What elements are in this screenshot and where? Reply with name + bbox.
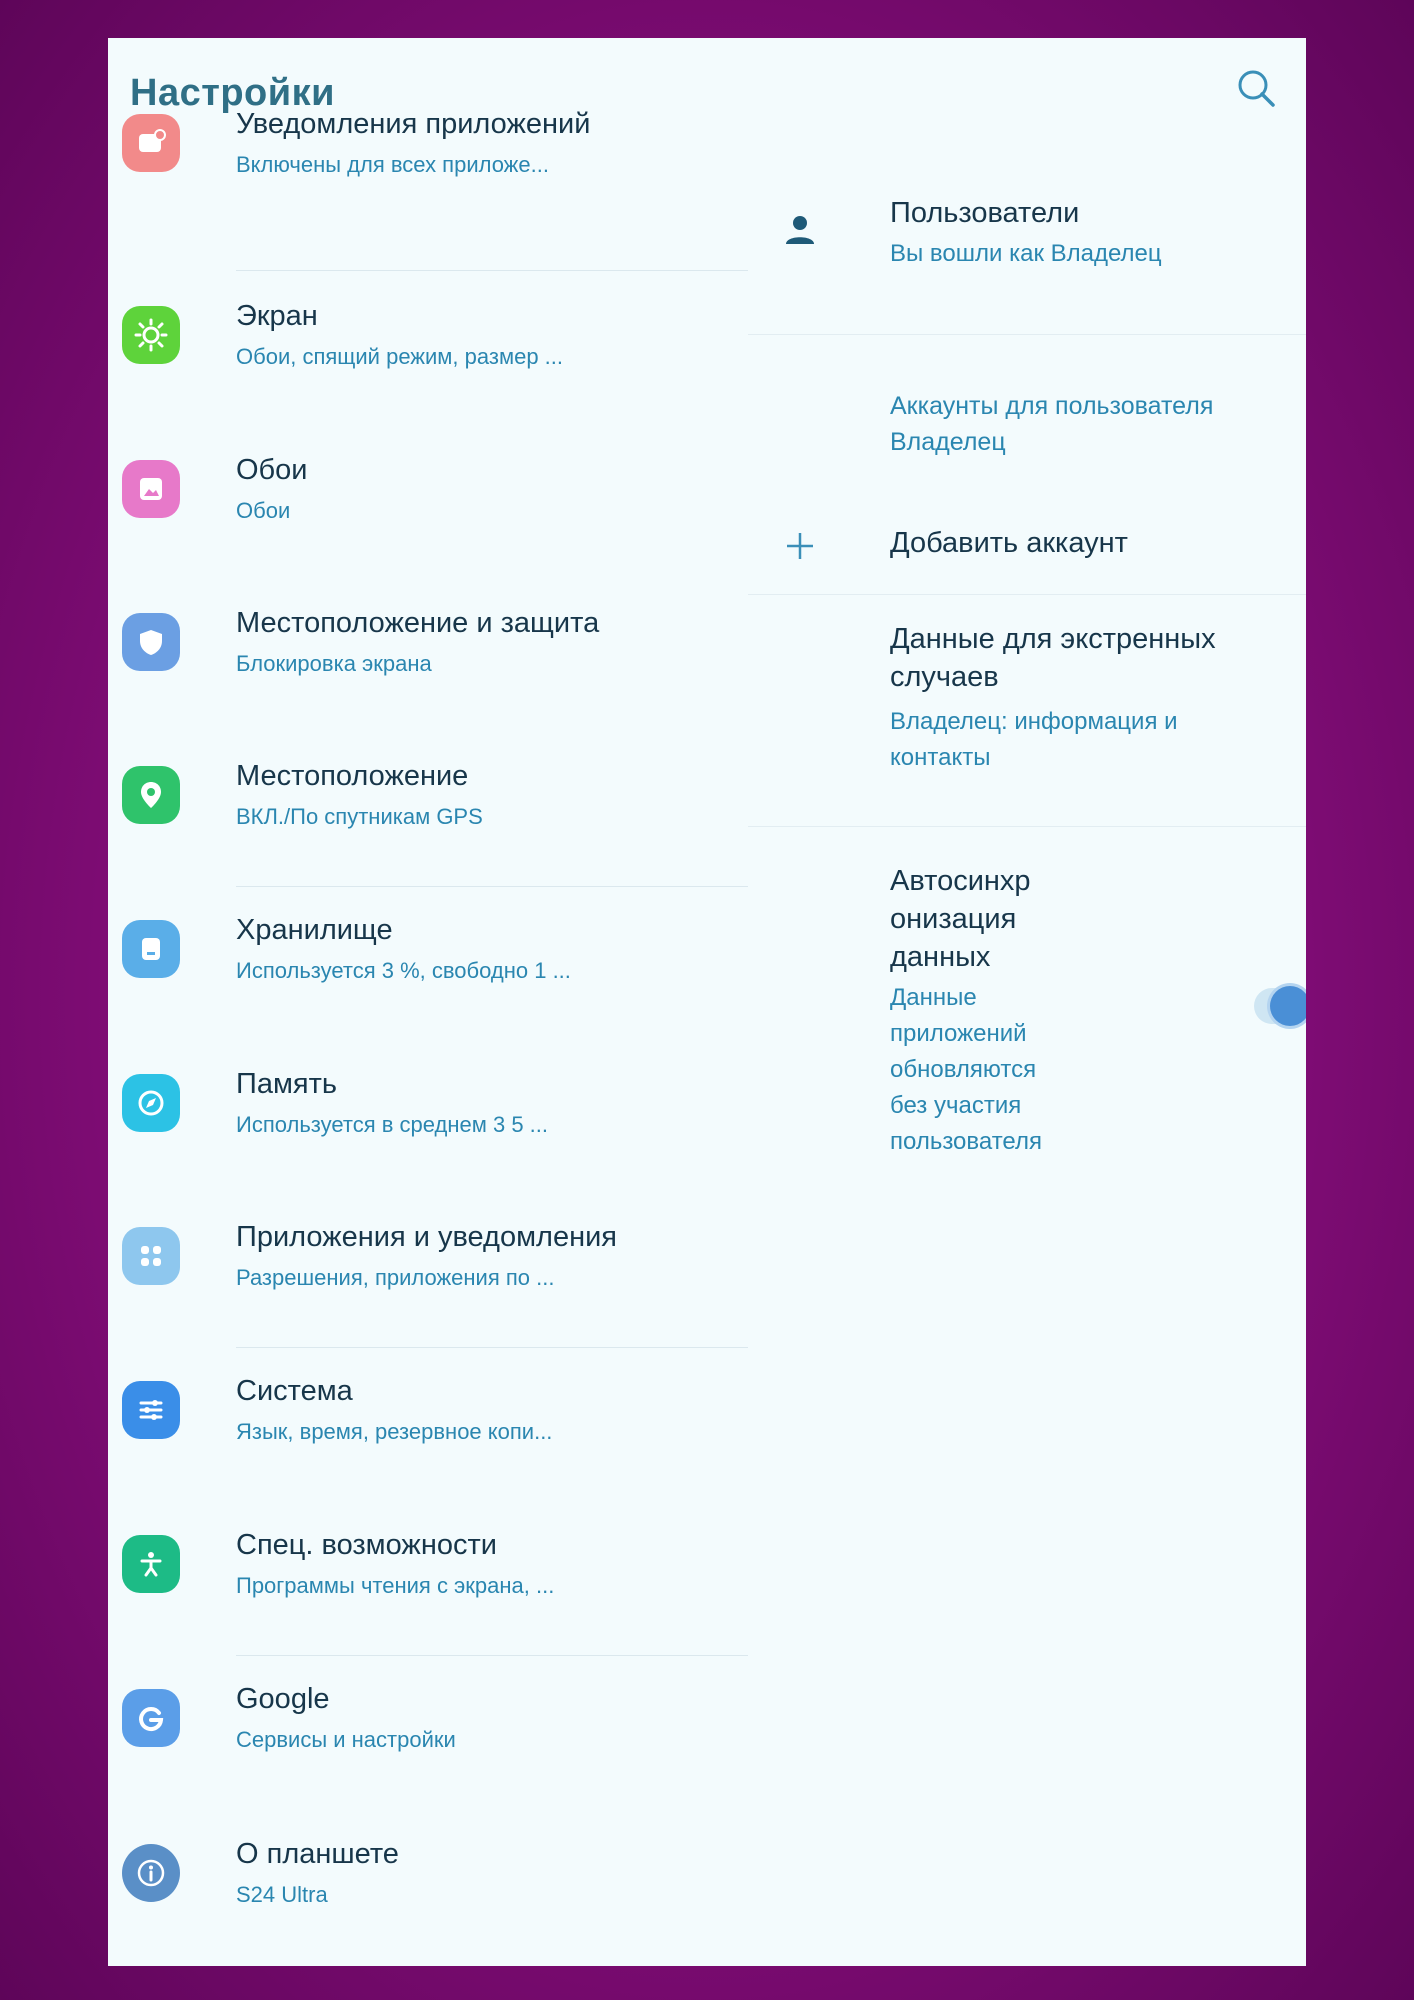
list-item-subtitle: Язык, время, резервное копи... [236,1419,553,1444]
autosync-title-line1: Автосинхр [890,865,1031,897]
list-item-app-notifications[interactable] [108,80,748,210]
list-item-apps-notifications[interactable] [108,1193,748,1323]
list-item-title: О планшете [236,1838,399,1870]
info-icon [122,1844,180,1902]
list-item-location-security[interactable] [108,579,748,709]
emergency-subtitle-line2: контакты [890,744,991,771]
list-item-title: Система [236,1375,353,1407]
search-button[interactable] [1228,60,1284,116]
list-item-about-tablet[interactable] [108,1810,748,1940]
list-item-subtitle: S24 Ultra [236,1882,328,1907]
person-icon [778,208,822,252]
list-item-system[interactable] [108,1347,748,1477]
list-item-title: Уведомления приложений [236,108,591,140]
autosync-title-line3: данных [890,941,991,973]
accounts-for-user-header [748,388,1306,478]
list-item-subtitle: Обои, спящий режим, размер ... [236,344,564,369]
list-item-title: Местоположение [236,760,469,792]
list-item-subtitle: Сервисы и настройки [236,1727,456,1752]
list-item-title: Память [236,1068,338,1100]
emergency-subtitle-line1: Владелец: информация и [890,708,1178,735]
autosync-subtitle-line5: пользователя [890,1128,1042,1155]
notification-icon [122,114,180,172]
autosync-toggle[interactable] [1254,988,1306,1024]
autosync-subtitle-line2: приложений [890,1020,1027,1047]
list-item-google[interactable] [108,1655,748,1785]
accessibility-icon [122,1535,180,1593]
autosync-title-line2: онизация [890,903,1017,935]
users-accounts-panel [748,120,1306,1966]
list-item-subtitle: Используется 3 %, свободно 1 ... [236,958,571,983]
list-item-subtitle: Программы чтения с экрана, ... [236,1573,555,1598]
emergency-title-line2: случаев [890,661,999,693]
accounts-header-line1: Аккаунты для пользователя [890,392,1214,420]
autosync-subtitle-line3: обновляются [890,1056,1037,1083]
divider [748,826,1306,827]
divider [236,270,748,271]
list-item-title: Приложения и уведомления [236,1221,618,1253]
add-account-row[interactable] [748,500,1306,590]
sliders-icon [122,1381,180,1439]
storage-icon [122,920,180,978]
search-icon [1234,66,1278,110]
list-item-subtitle: ВКЛ./По спутникам GPS [236,804,483,829]
emergency-info-row[interactable] [748,620,1306,790]
list-item-title: Хранилище [236,914,393,946]
toggle-knob [1270,986,1306,1026]
list-item-title: Спец. возможности [236,1529,497,1561]
autosync-row[interactable] [748,862,1306,1162]
users-subtitle: Вы вошли как Владелец [890,240,1162,267]
accounts-header-line2: Владелец [890,428,1006,456]
settings-screen [108,38,1306,1966]
divider [748,594,1306,595]
list-item-location[interactable] [108,732,748,862]
list-item-accessibility[interactable] [108,1501,748,1631]
location-pin-icon [122,766,180,824]
page-title: Настройки [130,72,335,114]
autosync-subtitle-line1: Данные [890,984,977,1011]
divider [748,334,1306,335]
list-item-subtitle: Обои [236,498,291,523]
users-title: Пользователи [890,197,1080,229]
google-icon [122,1689,180,1747]
list-item-display[interactable] [108,272,748,402]
autosync-subtitle-line4: без участия [890,1092,1022,1119]
list-item-title: Экран [236,300,318,332]
list-item-subtitle: Используется в среднем 3 5 ... [236,1112,549,1137]
list-item-subtitle: Блокировка экрана [236,651,432,676]
list-item-title: Обои [236,454,308,486]
list-item-wallpaper[interactable] [108,426,748,556]
emergency-title-line1: Данные для экстренных [890,623,1216,655]
list-item-storage[interactable] [108,886,748,1016]
plus-icon [778,524,822,568]
list-item-subtitle: Разрешения, приложения по ... [236,1265,555,1290]
brightness-icon [122,306,180,364]
list-item-subtitle: Включены для всех приложе... [236,152,549,177]
list-item-title: Google [236,1683,330,1715]
add-account-title: Добавить аккаунт [890,527,1128,559]
wallpaper-icon [122,460,180,518]
shield-icon [122,613,180,671]
memory-icon [122,1074,180,1132]
list-item-title: Местоположение и защита [236,607,600,639]
apps-grid-icon [122,1227,180,1285]
users-row[interactable] [748,180,1306,310]
list-item-memory[interactable] [108,1040,748,1170]
